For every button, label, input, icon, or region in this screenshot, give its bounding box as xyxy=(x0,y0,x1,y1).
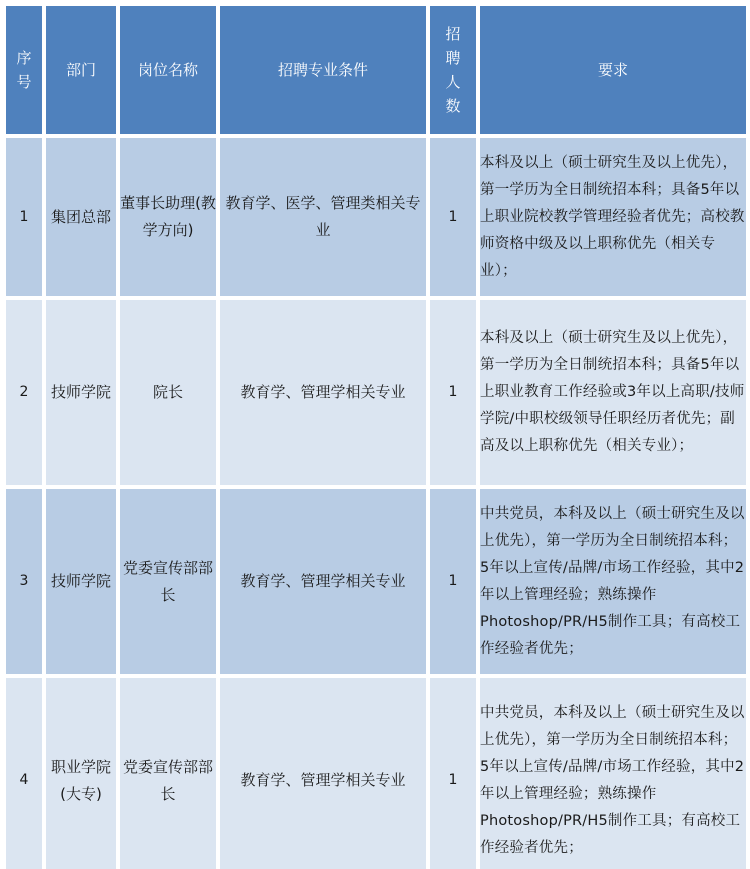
cell-index: 3 xyxy=(5,488,43,675)
cell-position: 党委宣传部部长 xyxy=(119,488,217,675)
header-count: 招聘人数 xyxy=(429,5,477,135)
table-row xyxy=(5,299,747,486)
recruitment-table xyxy=(3,3,749,869)
cell-position: 董事长助理(教学方向) xyxy=(119,137,217,297)
table-header-row xyxy=(5,5,747,135)
cell-requirements: 中共党员，本科及以上（硕士研究生及以上优先），第一学历为全日制统招本科；5年以上宣传/品牌/市场工作经验，其中2年以上管理经验；熟练操作Photoshop/PR/H5制作工具；有高校工作经验者优先； xyxy=(479,677,747,869)
cell-major: 教育学、管理学相关专业 xyxy=(219,299,427,486)
cell-count: 1 xyxy=(429,488,477,675)
header-requirements: 要求 xyxy=(479,5,747,135)
cell-count: 1 xyxy=(429,677,477,869)
cell-dept: 职业学院(大专) xyxy=(45,677,117,869)
cell-major: 教育学、管理学相关专业 xyxy=(219,677,427,869)
cell-count: 1 xyxy=(429,299,477,486)
table-row xyxy=(5,677,747,869)
cell-position: 党委宣传部部长 xyxy=(119,677,217,869)
cell-index: 1 xyxy=(5,137,43,297)
header-position: 岗位名称 xyxy=(119,5,217,135)
header-dept: 部门 xyxy=(45,5,117,135)
cell-dept: 技师学院 xyxy=(45,488,117,675)
cell-major: 教育学、医学、管理类相关专业 xyxy=(219,137,427,297)
table-row xyxy=(5,488,747,675)
cell-requirements: 本科及以上（硕士研究生及以上优先），第一学历为全日制统招本科；具备5年以上职业院校教学管理经验者优先；高校教师资格中级及以上职称优先（相关专业）； xyxy=(479,137,747,297)
cell-index: 4 xyxy=(5,677,43,869)
cell-requirements: 本科及以上（硕士研究生及以上优先），第一学历为全日制统招本科；具备5年以上职业教育工作经验或3年以上高职/技师学院/中职校级领导任职经历者优先；副高及以上职称优先（相关专业）； xyxy=(479,299,747,486)
header-index: 序号 xyxy=(5,5,43,135)
header-major: 招聘专业条件 xyxy=(219,5,427,135)
cell-index: 2 xyxy=(5,299,43,486)
cell-dept: 技师学院 xyxy=(45,299,117,486)
cell-major: 教育学、管理学相关专业 xyxy=(219,488,427,675)
table-row xyxy=(5,137,747,297)
cell-count: 1 xyxy=(429,137,477,297)
cell-dept: 集团总部 xyxy=(45,137,117,297)
cell-position: 院长 xyxy=(119,299,217,486)
cell-requirements: 中共党员，本科及以上（硕士研究生及以上优先），第一学历为全日制统招本科；5年以上宣传/品牌/市场工作经验，其中2年以上管理经验；熟练操作Photoshop/PR/H5制作工具；有高校工作经验者优先； xyxy=(479,488,747,675)
